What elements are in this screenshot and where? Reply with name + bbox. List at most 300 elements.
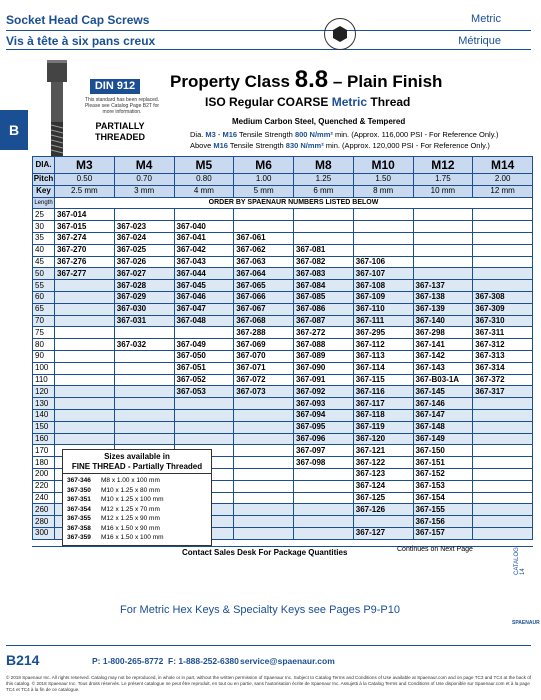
legal-text: © 2018 Spaenaur Inc. All rights reserved. Catalog may not be reproduced, in whole or in part, without the written permission of Spaenaur Inc. Subject to Catalog Terms and Conditions of Use available at Spaenaur.com and on page TC3 and TC4 at the back of this catalog. © 2018 Spaenaur Inc. Tous droits réservés. Le présent catalogue ne peut être reproduit, en tout ou en partie, sans l'autorisation écrite de Spaenaur Inc. Assujetti à la Catalog Terms and Conditions of Use disponible sur Spaenaur.com et à la page TC4 et TC4 à la fin de ce catalogue. [6,675,532,692]
part-cell [473,244,533,256]
part-cell [234,221,294,233]
dia-header-6: M12 [413,157,473,174]
part-cell: 367-071 [234,362,294,374]
part-cell: 367-120 [353,433,413,445]
t2d: 830 N/mm² [285,141,324,150]
part-cell: 367-014 [55,209,115,221]
part-cell [413,268,473,280]
part-cell: 367-309 [473,303,533,315]
fine-item [67,534,164,541]
part-cell: 367-031 [114,315,174,327]
table-row [33,291,533,303]
part-cell: 367-117 [353,398,413,410]
part-cell [174,421,234,433]
part-cell [114,421,174,433]
part-cell [473,221,533,233]
part-cell [114,362,174,374]
length-cell: 260 [33,504,55,516]
fine-item-size: M10 x 1.25 x 80 mm [101,486,160,494]
part-cell: 367-312 [473,339,533,351]
part-cell: 367-049 [174,339,234,351]
subtitle-pre: ISO Regular COARSE [205,95,332,109]
part-cell: 367-272 [294,327,354,339]
fine-item-size: M16 x 1.50 x 100 mm [101,534,164,541]
part-cell: 367-313 [473,350,533,362]
part-cell: 367-063 [234,256,294,268]
part-cell: 367-088 [294,339,354,351]
fine-item-code: 367-354 [67,505,91,513]
part-cell [55,386,115,398]
part-cell: 367-065 [234,280,294,292]
part-cell: 367-308 [473,291,533,303]
part-cell: 367-140 [413,315,473,327]
length-cell: 180 [33,457,55,469]
part-cell: 367-108 [353,280,413,292]
length-cell: 45 [33,256,55,268]
part-cell [55,280,115,292]
part-cell [473,480,533,492]
key-value-1: 3 mm [114,185,174,197]
length-cell: 35 [33,232,55,244]
length-cell: 160 [33,433,55,445]
fine-box-heading2: FINE THREAD - Partially Threaded [71,462,203,471]
length-cell: 65 [33,303,55,315]
page-title [170,66,442,94]
length-cell: 280 [33,516,55,528]
part-cell [234,504,294,516]
part-cell [55,421,115,433]
part-cell: 367-126 [353,504,413,516]
length-cell: 25 [33,209,55,221]
order-row [33,197,533,209]
part-cell: 367-061 [234,232,294,244]
fine-box-divider [63,473,211,474]
part-cell [234,409,294,421]
part-cell: 367-066 [234,291,294,303]
part-cell [413,221,473,233]
page-number: B214 [6,652,40,668]
part-cell: 367-116 [353,386,413,398]
part-cell: 367-B03-1A [413,374,473,386]
dia-header-4: M8 [294,157,354,174]
table-row [33,362,533,374]
part-cell [234,516,294,528]
dia-header-7: M14 [473,157,533,174]
part-cell: 367-139 [413,303,473,315]
part-cell [55,362,115,374]
part-cell: 367-042 [174,244,234,256]
part-cell [114,386,174,398]
length-cell: 240 [33,492,55,504]
part-cell: 367-310 [473,315,533,327]
part-cell: 367-045 [174,280,234,292]
part-cell: 367-156 [413,516,473,528]
title-pre: Property Class [170,72,295,91]
part-cell [473,232,533,244]
t1c: - [215,130,223,139]
part-cell [55,315,115,327]
fine-box-heading1: Sizes available in [104,452,170,461]
part-cell: 367-317 [473,386,533,398]
material-note: Medium Carbon Steel, Quenched & Tempered [232,117,406,126]
metric-english: Metric [471,13,501,25]
key-value-7: 12 mm [473,185,533,197]
t2a: Above [190,141,214,150]
part-cell: 367-107 [353,268,413,280]
part-cell [55,398,115,410]
part-cell: 367-096 [294,433,354,445]
part-cell: 367-277 [55,268,115,280]
phone-number[interactable]: P: 1-800-265-8772 [92,656,164,666]
part-cell [114,209,174,221]
part-cell: 367-152 [413,468,473,480]
part-cell: 367-150 [413,445,473,457]
part-cell [234,433,294,445]
order-note: ORDER BY SPAENAUR NUMBERS LISTED BELOW [55,197,533,209]
length-cell: 200 [33,468,55,480]
part-cell [114,409,174,421]
part-cell [294,527,354,539]
pitch-value-3: 1.00 [234,174,294,186]
title-post: – Plain Finish [328,72,443,91]
part-cell: 367-109 [353,291,413,303]
part-cell: 367-119 [353,421,413,433]
subtitle-post: Thread [367,95,411,109]
length-label: Length [33,197,55,209]
table-row [33,221,533,233]
t1b: M3 [205,130,216,139]
part-cell: 367-372 [473,374,533,386]
part-cell [473,468,533,480]
fine-item-code: 367-355 [67,515,91,522]
table-row [33,398,533,410]
pitch-value-0: 0.50 [55,174,115,186]
t1e: Tensile Strength [237,130,295,139]
fine-item-code: 367-359 [67,534,91,541]
table-row [33,209,533,221]
part-cell: 367-090 [294,362,354,374]
part-cell [234,480,294,492]
tensile-line-1 [190,130,499,139]
part-cell: 367-124 [353,480,413,492]
pitch-value-1: 0.70 [114,174,174,186]
part-cell [234,527,294,539]
dia-header-1: M4 [114,157,174,174]
email-link[interactable]: service@spaenaur.com [240,656,335,666]
part-cell [114,398,174,410]
contact-note: Contact Sales Desk For Package Quantities [182,548,348,557]
part-cell: 367-138 [413,291,473,303]
fine-item [67,477,160,484]
part-cell: 367-288 [234,327,294,339]
table-row [33,421,533,433]
part-cell: 367-148 [413,421,473,433]
part-cell [473,433,533,445]
length-cell: 150 [33,421,55,433]
page-subtitle [205,95,410,109]
part-cell: 367-043 [174,256,234,268]
key-label: Key [33,185,55,197]
part-cell: 367-154 [413,492,473,504]
fine-item-code: 367-358 [67,524,91,532]
subtitle-metric: Metric [331,95,368,109]
part-cell [294,468,354,480]
key-value-4: 6 mm [294,185,354,197]
part-cell [473,516,533,528]
section-tab[interactable]: B [0,110,28,150]
table-row [33,409,533,421]
part-cell: 367-040 [174,221,234,233]
part-cell [473,256,533,268]
part-cell: 367-141 [413,339,473,351]
part-cell: 367-047 [174,303,234,315]
threaded-label-line1: PARTIALLY [95,121,145,131]
page-header [0,0,541,50]
table-row [33,244,533,256]
part-cell: 367-067 [234,303,294,315]
brand-logo: SPAENAUR [512,620,540,626]
part-cell: 367-028 [114,280,174,292]
part-cell: 367-092 [294,386,354,398]
hex-keys-link[interactable]: For Metric Hex Keys & Specialty Keys see Pages P9-P10 [120,604,401,616]
part-cell [473,445,533,457]
part-cell: 367-146 [413,398,473,410]
part-cell [473,268,533,280]
part-cell [114,350,174,362]
part-cell: 367-113 [353,350,413,362]
part-cell: 367-091 [294,374,354,386]
part-cell: 367-145 [413,386,473,398]
fine-item [67,496,164,503]
length-cell: 140 [33,409,55,421]
key-value-6: 10 mm [413,185,473,197]
part-cell [55,291,115,303]
part-cell: 367-295 [353,327,413,339]
part-cell [55,409,115,421]
part-cell: 367-052 [174,374,234,386]
pitch-value-5: 1.50 [353,174,413,186]
part-cell: 367-112 [353,339,413,351]
part-cell: 367-053 [174,386,234,398]
length-cell: 50 [33,268,55,280]
t2c: Tensile Strength [227,141,286,150]
part-cell: 367-125 [353,492,413,504]
part-cell: 367-046 [174,291,234,303]
part-cell [413,256,473,268]
tensile-line-2 [190,141,490,150]
dia-header-0: M3 [55,157,115,174]
part-cell: 367-095 [294,421,354,433]
fine-item-size: M16 x 1.50 x 90 mm [101,524,160,532]
pitch-value-4: 1.25 [294,174,354,186]
part-cell: 367-015 [55,221,115,233]
key-row [33,185,533,197]
part-cell [473,398,533,410]
part-cell: 367-084 [294,280,354,292]
part-cell [55,303,115,315]
length-cell: 220 [33,480,55,492]
part-cell [55,327,115,339]
table-row [33,268,533,280]
part-cell [234,468,294,480]
title-class: 8.8 [294,66,329,93]
part-cell: 367-044 [174,268,234,280]
key-value-0: 2.5 mm [55,185,115,197]
part-cell: 367-041 [174,232,234,244]
part-cell: 367-073 [234,386,294,398]
table-row [33,303,533,315]
length-cell: 55 [33,280,55,292]
part-cell [473,527,533,539]
part-cell: 367-029 [114,291,174,303]
part-cell [114,327,174,339]
length-cell: 170 [33,445,55,457]
part-cell: 367-069 [234,339,294,351]
part-cell: 367-072 [234,374,294,386]
part-cell: 367-089 [294,350,354,362]
length-cell: 110 [33,374,55,386]
part-cell [55,433,115,445]
part-cell [473,209,533,221]
dia-header-3: M6 [234,157,294,174]
part-cell [473,504,533,516]
table-row [33,232,533,244]
fine-thread-box [62,449,212,546]
part-cell: 367-024 [114,232,174,244]
length-cell: 30 [33,221,55,233]
key-value-5: 8 mm [353,185,413,197]
metric-french: Métrique [458,35,501,47]
table-row [33,327,533,339]
part-cell [353,209,413,221]
part-cell: 367-085 [294,291,354,303]
table-row [33,280,533,292]
part-cell: 367-118 [353,409,413,421]
title-french: Vis à tête à six pans creux [6,34,156,48]
key-value-2: 4 mm [174,185,234,197]
part-cell [234,398,294,410]
part-cell [174,409,234,421]
part-cell: 367-030 [114,303,174,315]
pitch-row [33,174,533,186]
fine-item-code: 367-350 [67,486,91,494]
part-cell: 367-114 [353,362,413,374]
part-cell: 367-027 [114,268,174,280]
part-cell: 367-127 [353,527,413,539]
part-cell: 367-083 [294,268,354,280]
dia-row [33,157,533,174]
part-cell [174,433,234,445]
fine-item [67,515,160,522]
part-cell: 367-123 [353,468,413,480]
part-cell [114,374,174,386]
length-cell: 80 [33,339,55,351]
part-cell: 367-122 [353,457,413,469]
header-divider-bottom [6,49,531,50]
table-row [33,374,533,386]
part-cell: 367-111 [353,315,413,327]
part-cell [294,492,354,504]
header-divider [6,30,531,31]
part-cell [294,209,354,221]
part-cell [413,244,473,256]
part-cell [353,232,413,244]
part-cell: 367-048 [174,315,234,327]
length-cell: 70 [33,315,55,327]
t1g: min. (Approx. 116,000 PSI - For Reference Only.) [332,130,499,139]
part-cell: 367-311 [473,327,533,339]
part-cell: 367-143 [413,362,473,374]
fine-item-size: M10 x 1.25 x 100 mm [101,496,164,503]
fine-item [67,487,160,494]
part-cell [294,221,354,233]
fax-number: F: 1-888-252-6380 [168,656,239,666]
part-cell: 367-274 [55,232,115,244]
part-cell: 367-110 [353,303,413,315]
part-cell: 367-147 [413,409,473,421]
part-cell: 367-070 [234,350,294,362]
dia-header-2: M5 [174,157,234,174]
part-cell [55,374,115,386]
t2e: min. (Approx. 120,000 PSI - For Reference Only.) [323,141,490,150]
part-cell [353,516,413,528]
pitch-value-2: 0.80 [174,174,234,186]
part-cell: 367-149 [413,433,473,445]
part-cell [234,492,294,504]
length-cell: 90 [33,350,55,362]
part-cell: 367-276 [55,256,115,268]
dia-label: DIA. [33,157,55,174]
table-row [33,339,533,351]
continues-note: Continues on Next Page [397,546,473,553]
part-cell: 367-270 [55,244,115,256]
part-cell: 367-153 [413,480,473,492]
table-row [33,433,533,445]
table-row [33,256,533,268]
part-cell: 367-298 [413,327,473,339]
part-cell [174,327,234,339]
part-cell: 367-098 [294,457,354,469]
part-cell: 367-025 [114,244,174,256]
part-cell: 367-051 [174,362,234,374]
part-cell [413,209,473,221]
part-cell [234,445,294,457]
part-cell: 367-026 [114,256,174,268]
part-cell: 367-155 [413,504,473,516]
fine-item [67,525,160,532]
din-badge: DIN 912 [90,79,140,94]
part-cell: 367-086 [294,303,354,315]
part-cell [473,492,533,504]
part-cell: 367-087 [294,315,354,327]
part-cell [294,232,354,244]
length-cell: 300 [33,527,55,539]
part-cell [353,221,413,233]
fine-item-size: M8 x 1.00 x 100 mm [101,477,160,484]
fine-item [67,506,160,513]
pitch-label: Pitch [33,174,54,184]
socket-head-screw-icon [44,60,70,156]
t1a: Dia. [190,130,206,139]
part-cell: 367-082 [294,256,354,268]
part-cell [294,516,354,528]
part-cell: 367-097 [294,445,354,457]
part-cell [294,480,354,492]
part-cell [473,280,533,292]
part-cell: 367-062 [234,244,294,256]
length-cell: 130 [33,398,55,410]
part-cell [234,209,294,221]
